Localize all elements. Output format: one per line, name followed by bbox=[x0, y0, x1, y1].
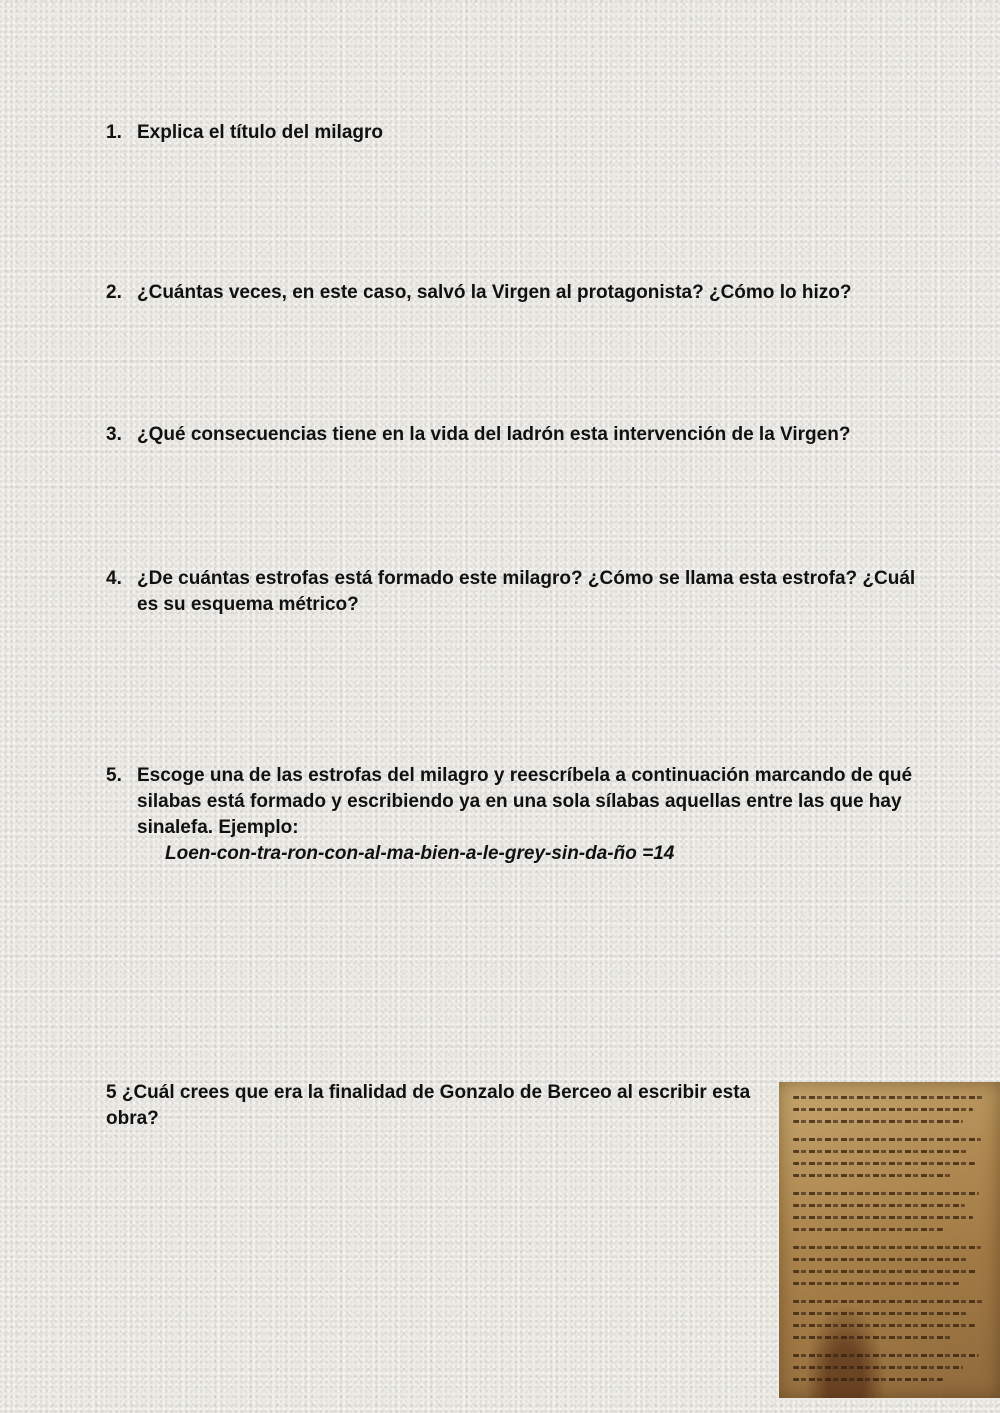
manuscript-image bbox=[779, 1082, 1000, 1398]
question-4 bbox=[106, 566, 916, 618]
question-text: Explica el título del milagro bbox=[137, 122, 383, 143]
question-number: 2. bbox=[106, 282, 122, 303]
question-number: 5. bbox=[106, 765, 122, 786]
question-5 bbox=[106, 763, 966, 867]
final-question: 5 ¿Cuál crees que era la finalidad de Gonzalo de Berceo al escribir esta obra? bbox=[106, 1082, 751, 1129]
question-text: ¿De cuántas estrofas está formado este milagro? ¿Cómo se llama esta estrofa? ¿Cuál es su esquema métrico? bbox=[137, 568, 916, 615]
question-text: ¿Qué consecuencias tiene en la vida del ladrón esta intervención de la Virgen? bbox=[137, 424, 851, 445]
question-3 bbox=[106, 422, 966, 448]
question-number: 3. bbox=[106, 424, 122, 445]
question-text-wrap bbox=[137, 763, 966, 867]
question-text: ¿Cuántas veces, en este caso, salvó la Virgen al protagonista? ¿Cómo lo hizo? bbox=[137, 282, 852, 303]
question-text: Escoge una de las estrofas del milagro y reescríbela a continuación marcando de qué silabas está formado y escribiendo ya en una sola sílabas aquellas entre las que hay sinalefa. Ejemplo: bbox=[137, 765, 913, 838]
question-1 bbox=[106, 120, 966, 146]
question-number: 1. bbox=[106, 122, 122, 143]
question-2 bbox=[106, 280, 966, 306]
question-number: 4. bbox=[106, 568, 122, 589]
syllable-example: Loen-con-tra-ron-con-al-ma-bien-a-le-grey-sin-da-ño =14 bbox=[165, 843, 675, 864]
